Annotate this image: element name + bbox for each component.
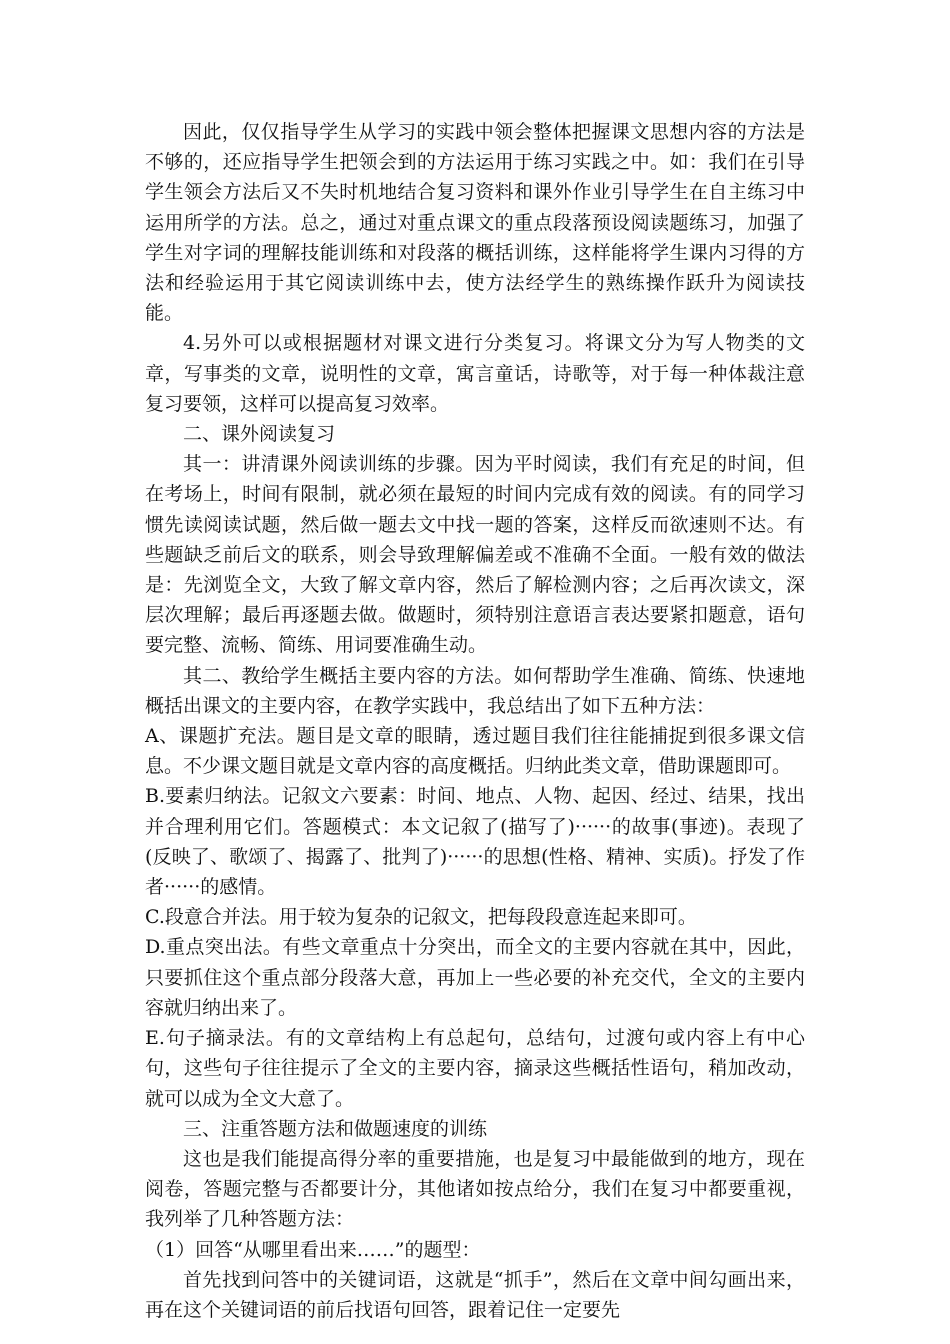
section-heading-answer-methods: 三、注重答题方法和做题速度的训练 (183, 1117, 488, 1140)
paragraph-summarize-methods: 其二、教给学生概括主要内容的方法。如何帮助学生准确、简练、快速地概括出课文的主要内容，在教学实践中，我总结出了如下五种方法： (145, 664, 805, 717)
list-item-method-d: D.重点突出法。有些文章重点十分突出，而全文的主要内容就在其中，因此，只要抓住这个重点部分段落大意，再加上一些必要的补充交代，全文的主要内容就归纳出来了。 (145, 936, 805, 1019)
list-item-question-type-1: （1）回答“从哪里看出来……”的题型： (145, 1238, 481, 1261)
section-heading-extracurricular-reading: 二、课外阅读复习 (183, 423, 336, 446)
list-item-method-b: B.要素归纳法。记叙文六要素：时间、地点、人物、起因、经过、结果，找出并合理利用它们。答题模式：本文记叙了(描写了)······的故事(事迹)。表现了(反映了、歌颂了、揭露了、批判了)······的思想(性格、精神、实质)。抒发了作者······的感情。 (145, 785, 805, 899)
document-page (145, 117, 805, 1325)
paragraph-classified-review: 4.另外可以或根据题材对课文进行分类复习。将课文分为写人物类的文章，写事类的文章，说明性的文章，寓言童话，诗歌等，对于每一种体裁注意复习要领，这样可以提高复习效率。 (145, 332, 805, 415)
list-item-method-c: C.段意合并法。用于较为复杂的记叙文，把每段段意连起来即可。 (145, 906, 697, 929)
paragraph-method-practice: 因此，仅仅指导学生从学习的实践中领会整体把握课文思想内容的方法是不够的，还应指导学生把领会到的方法运用于练习实践之中。如：我们在引导学生领会方法后又不失时机地结合复习资料和课外作业引导学生在自主练习中运用所学的方法。总之，通过对重点课文的重点段落预设阅读题练习，加强了学生对字词的理解技能训练和对段落的概括训练，这样能将学生课内习得的方法和经验运用于其它阅读训练中去，使方法经学生的熟练操作跃升为阅读技能。 (145, 121, 805, 325)
list-item-method-a: A、课题扩充法。题目是文章的眼睛，透过题目我们往往能捕捉到很多课文信息。不少课文题目就是文章内容的高度概括。归纳此类文章，借助课题即可。 (145, 725, 805, 778)
list-item-method-e: E.句子摘录法。有的文章结构上有总起句，总结句，过渡句或内容上有中心句，这些句子往往提示了全文的主要内容，摘录这些概括性语句，稍加改动，就可以成为全文大意了。 (145, 1027, 805, 1110)
paragraph-answer-importance: 这也是我们能提高得分率的重要措施，也是复习中最能做到的地方，现在阅卷，答题完整与否都要计分，其他诸如按点给分，我们在复习中都要重视，我列举了几种答题方法： (145, 1147, 805, 1231)
paragraph-keyword-method: 首先找到问答中的关键词语，这就是“抓手”，然后在文章中间勾画出来，再在这个关键词语的前后找语句回答，跟着记住一定要先 (145, 1268, 805, 1321)
paragraph-reading-steps: 其一：讲清课外阅读训练的步骤。因为平时阅读，我们有充足的时间，但在考场上，时间有限制，就必须在最短的时间内完成有效的阅读。有的同学习惯先读阅读试题，然后做一题去文中找一题的答案，这样反而欲速则不达。有些题缺乏前后文的联系，则会导致理解偏差或不准确不全面。一般有效的做法是：先浏览全文，大致了解文章内容，然后了解检测内容；之后再次读文，深层次理解；最后再逐题去做。做题时，须特别注意语言表达要紧扣题意，语句要完整、流畅、简练、用词要准确生动。 (145, 453, 805, 657)
